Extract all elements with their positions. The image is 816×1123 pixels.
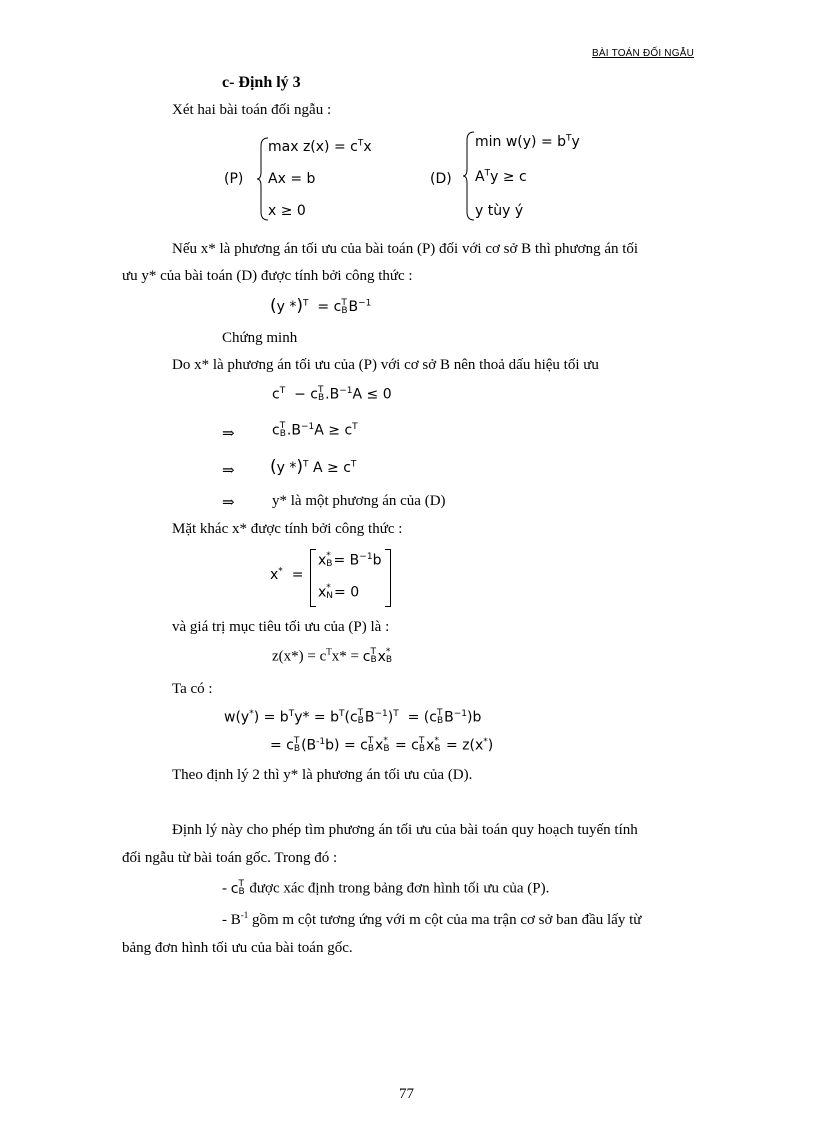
problem-p-label: (P): [224, 171, 244, 187]
bullet-1: - c T B được xác định trong bảng đơn hình tối ưu của (P).: [222, 879, 550, 897]
statement-line-2: ưu y* của bài toán (D) được tính bởi công thức :: [122, 268, 413, 284]
right-bracket: [385, 549, 391, 607]
problem-d-brace: [462, 130, 476, 222]
proof-line-2: Mặt khác x* được tính bởi công thức :: [172, 521, 403, 537]
problem-d-objective: $\min w(y) = b^Ty$: [475, 133, 580, 150]
running-header: BÀI TOÁN ĐỐI NGẪU: [592, 48, 694, 59]
discussion-line-1: Định lý này cho phép tìm phương án tối ưu của bài toán quy hoạch tuyến tính: [172, 822, 638, 838]
formula-y-star: (y *)$^T$ = c T B $B^{-1}$: [270, 296, 372, 316]
conclusion-feasible: y* là một phương án của (D): [272, 493, 446, 509]
left-bracket: [310, 549, 316, 607]
problem-p-constraint: Ax = b: [268, 171, 316, 187]
x-star-symbol: x* =: [270, 566, 304, 583]
problem-p-sign: x ≥ 0: [268, 203, 306, 219]
proof-line-1: Do x* là phương án tối ưu của (P) với cơ sở B nên thoả dấu hiệu tối ưu: [172, 357, 599, 373]
section-heading: c- Định lý 3: [222, 74, 301, 91]
formula-objective-value: $z(x*) = c^Tx* = c$ T B x * B: [272, 646, 393, 665]
formula-implies-2: (y *)$^T$ $A \ge c^T$: [270, 457, 357, 477]
proof-line-4: Ta có :: [172, 681, 213, 697]
intro-text: Xét hai bài toán đối ngẫu :: [172, 102, 332, 118]
implies-arrow-1: ⇒: [222, 426, 235, 442]
formula-duality-2: = c T B $(B^{-1}b) = c$ T B x * B = c T B x * B = z(x*): [270, 736, 494, 754]
vector-row-basic: x * B = $B^{-1}b$: [318, 551, 382, 569]
proof-line-5: Theo định lý 2 thì y* là phương án tối ưu của (D).: [172, 767, 473, 783]
formula-optimality: $c^T - c$ T B $.B^{-1}A \le 0$: [272, 385, 392, 403]
implies-arrow-3: ⇒: [222, 495, 235, 511]
proof-line-3: và giá trị mục tiêu tối ưu của (P) là :: [172, 619, 390, 635]
statement-line-1: Nếu x* là phương án tối ưu của bài toán (P) đối với cơ sở B thì phương án tối: [172, 241, 639, 257]
problem-d-constraint: $A^Ty \ge c$: [475, 168, 527, 185]
proof-title: Chứng minh: [222, 330, 298, 346]
formula-duality-1: $w(y^*) = b^Ty* = b^T(c$ T B $B^{-1})^T = (c$ T B $B^{-1})b$: [224, 708, 482, 726]
vector-row-nonbasic: x * N = 0: [318, 583, 360, 601]
implies-arrow-2: ⇒: [222, 463, 235, 479]
problem-p-objective: $\max z(x) = c^Tx$: [268, 138, 372, 155]
problem-d-label: (D): [430, 171, 452, 187]
problem-d-sign: y tùy ý: [475, 203, 524, 219]
bullet-2: - $B^{-1}$ gồm m cột tương ứng với m cột của ma trận cơ sở ban đầu lấy từ: [222, 910, 642, 928]
discussion-line-2: đối ngẫu từ bài toán gốc. Trong đó :: [122, 850, 338, 866]
formula-implies-1: c T B $.B^{-1}A \ge c^T$: [272, 421, 358, 439]
page-number: 77: [399, 1086, 414, 1102]
bullet-2-continuation: bảng đơn hình tối ưu của bài toán gốc.: [122, 940, 353, 956]
